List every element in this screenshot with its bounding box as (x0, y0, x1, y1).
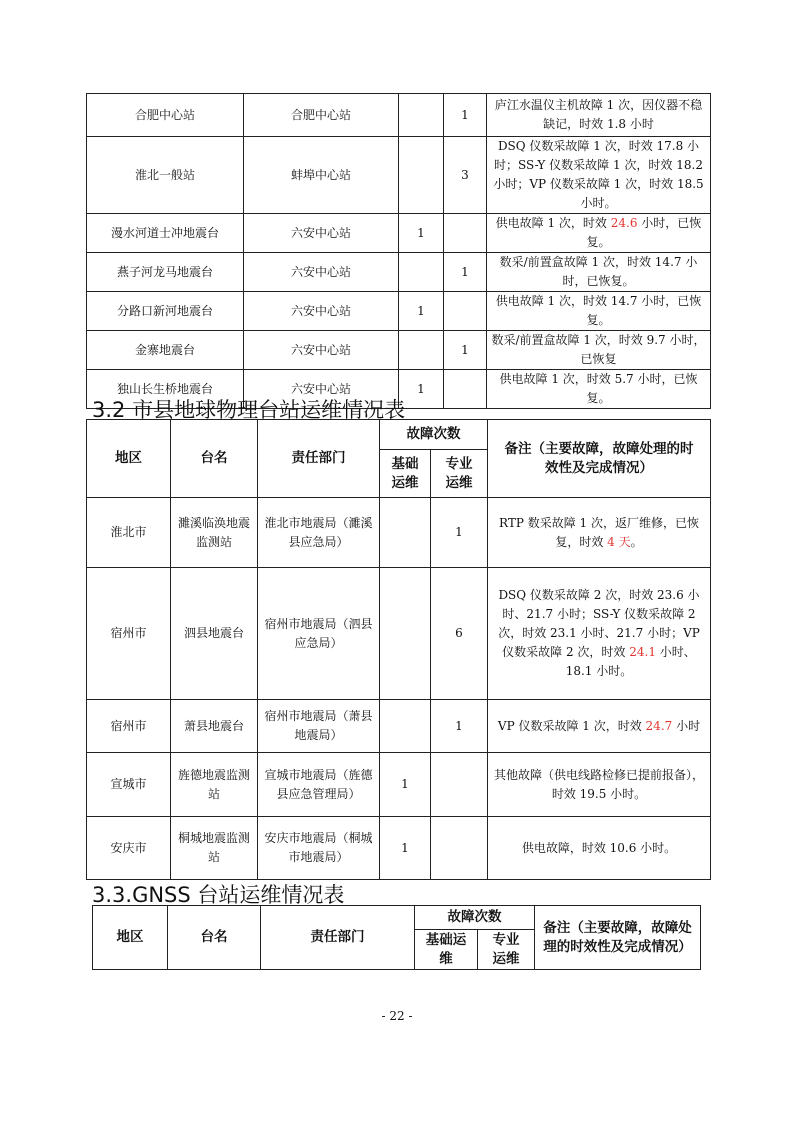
pro-count-cell: 1 (444, 94, 487, 137)
remark-cell (487, 94, 711, 137)
dept-cell: 合肥中心站 (244, 94, 399, 137)
section-title-3-3: 3.3.GNSS 台站运维情况表 (92, 883, 345, 907)
header-remark: 备注（主要故障，故障处理的时效性及完成情况） (488, 420, 711, 498)
dept-cell: 六安中心站 (244, 292, 399, 331)
station-cell: 漫水河道士冲地震台 (87, 214, 244, 253)
station-cell: 分路口新河地震台 (87, 292, 244, 331)
gnss-header-fault-count: 故障次数 (415, 906, 535, 930)
area-cell: 宿州市 (87, 568, 171, 700)
highlighted-value: 24.6 (610, 216, 638, 230)
gnss-header-remark: 备注（主要故障，故障处理的时效性及完成情况） (535, 906, 701, 970)
table-row (87, 331, 711, 370)
highlighted-value: 24.7 (645, 718, 673, 733)
basic-count-cell (399, 253, 444, 292)
remark-text: VP 仪数采故障 1 次，时效 (497, 718, 646, 733)
table-continued (86, 93, 711, 409)
remark-cell (487, 370, 711, 409)
table-row (87, 137, 711, 214)
table-row (87, 214, 711, 253)
table-row (87, 817, 711, 880)
basic-count-cell (399, 331, 444, 370)
remark-cell (487, 137, 711, 214)
dept-cell: 宿州市地震局（泗县应急局） (258, 568, 380, 700)
remark-text: 小时 (672, 718, 701, 733)
station-cell: 淮北一般站 (87, 137, 244, 214)
remark-text: 其他故障（供电线路检修已提前报备），时效 19.5 小时。 (493, 767, 704, 801)
area-cell: 淮北市 (87, 498, 171, 568)
station-cell: 泗县地震台 (171, 568, 258, 700)
pro-count-cell: 1 (444, 253, 487, 292)
remark-text: RTP 数采故障 1 次，返厂维修，已恢复，时效 (499, 515, 699, 549)
station-cell: 萧县地震台 (171, 700, 258, 753)
dept-cell: 宣城市地震局（旌德县应急管理局） (258, 753, 380, 817)
basic-count-cell: 1 (399, 292, 444, 331)
page-number: - 22 - (381, 1009, 413, 1023)
dept-cell: 宿州市地震局（萧县地震局） (258, 700, 380, 753)
header-pro: 专业运维 (431, 450, 488, 498)
table-row (87, 253, 711, 292)
table-row (87, 753, 711, 817)
basic-count-cell (380, 568, 431, 700)
remark-text: 供电故障，时效 10.6 小时。 (521, 840, 677, 855)
table-row (87, 292, 711, 331)
remark-text: DSQ 仪数采故障 2 次，时效 23.6 小时、21.7 小时；SS-Y 仪数采故障 2 次，时效 23.1 小时、21.7 小时；VP 仪数采故障 2 次，时效 (498, 588, 700, 659)
remark-cell (487, 253, 711, 292)
basic-count-cell (399, 94, 444, 137)
remark-cell (488, 568, 711, 700)
basic-count-cell (399, 137, 444, 214)
dept-cell: 六安中心站 (244, 253, 399, 292)
basic-count-cell: 1 (399, 214, 444, 253)
header-basic: 基础运维 (380, 450, 431, 498)
header-fault-count: 故障次数 (380, 420, 488, 450)
pro-count-cell: 1 (431, 498, 488, 568)
remark-text: 小时、18.1 小时。 (565, 645, 696, 678)
basic-count-cell: 1 (399, 370, 444, 409)
pro-count-cell: 1 (431, 700, 488, 753)
highlighted-value: 4 天 (607, 534, 631, 549)
section-title-3-2: 3.2 市县地球物理台站运维情况表 (92, 398, 406, 422)
remark-text: 供电故障 1 次，时效 14.7 小时，已恢复。 (495, 294, 702, 327)
remark-text: 供电故障 1 次，时效 (495, 216, 611, 230)
dept-cell: 六安中心站 (244, 214, 399, 253)
remark-cell (488, 817, 711, 880)
remark-cell (488, 700, 711, 753)
gnss-header-area: 地区 (93, 906, 168, 970)
remark-text: 。 (630, 534, 643, 549)
remark-text: DSQ 仪数采故障 1 次，时效 17.8 小时；SS-Y 仪数采故障 1 次，时效 18.2 小时；VP 仪数采故障 1 次，时效 18.5 小时。 (493, 139, 704, 210)
remark-cell (488, 753, 711, 817)
pro-count-cell: 3 (444, 137, 487, 214)
pro-count-cell: 6 (431, 568, 488, 700)
basic-count-cell (380, 700, 431, 753)
pro-count-cell (444, 370, 487, 409)
station-cell: 合肥中心站 (87, 94, 244, 137)
gnss-header-dept: 责任部门 (261, 906, 415, 970)
header-area: 地区 (87, 420, 171, 498)
area-cell: 宣城市 (87, 753, 171, 817)
remark-cell (487, 292, 711, 331)
area-cell: 宿州市 (87, 700, 171, 753)
header-dept: 责任部门 (258, 420, 380, 498)
pro-count-cell (444, 292, 487, 331)
pro-count-cell (431, 817, 488, 880)
station-cell: 燕子河龙马地震台 (87, 253, 244, 292)
remark-text: 数采/前置盒故障 1 次，时效 14.7 小时，已恢复。 (499, 255, 698, 288)
dept-cell: 淮北市地震局（濉溪县应急局） (258, 498, 380, 568)
table-row (87, 498, 711, 568)
remark-cell (487, 331, 711, 370)
dept-cell: 六安中心站 (244, 370, 399, 409)
station-cell: 金寨地震台 (87, 331, 244, 370)
remark-text: 庐江水温仪主机故障 1 次，因仪器不稳缺记，时效 1.8 小时 (494, 98, 703, 131)
remark-text: 小时，已恢复。 (586, 216, 702, 249)
remark-text: 供电故障 1 次，时效 5.7 小时，已恢复。 (499, 372, 698, 405)
gnss-header-basic: 基础运维 (415, 930, 478, 970)
station-cell: 旌德地震监测站 (171, 753, 258, 817)
basic-count-cell (380, 498, 431, 568)
station-cell: 独山长生桥地震台 (87, 370, 244, 409)
pro-count-cell (431, 753, 488, 817)
table-city-stations (86, 419, 711, 880)
pro-count-cell (444, 214, 487, 253)
remark-text: 数采/前置盒故障 1 次，时效 9.7 小时，已恢复 (491, 333, 706, 366)
area-cell: 安庆市 (87, 817, 171, 880)
gnss-header-station: 台名 (168, 906, 261, 970)
remark-cell (488, 498, 711, 568)
table-row (87, 568, 711, 700)
basic-count-cell: 1 (380, 753, 431, 817)
dept-cell: 安庆市地震局（桐城市地震局） (258, 817, 380, 880)
header-station: 台名 (171, 420, 258, 498)
dept-cell: 六安中心站 (244, 331, 399, 370)
table-gnss (92, 905, 701, 970)
station-cell: 桐城地震监测站 (171, 817, 258, 880)
dept-cell: 蚌埠中心站 (244, 137, 399, 214)
basic-count-cell: 1 (380, 817, 431, 880)
table-row (87, 94, 711, 137)
station-cell: 濉溪临涣地震监测站 (171, 498, 258, 568)
highlighted-value: 24.1 (629, 645, 656, 659)
table-row (87, 700, 711, 753)
pro-count-cell: 1 (444, 331, 487, 370)
remark-cell (487, 214, 711, 253)
gnss-header-pro: 专业运维 (478, 930, 535, 970)
